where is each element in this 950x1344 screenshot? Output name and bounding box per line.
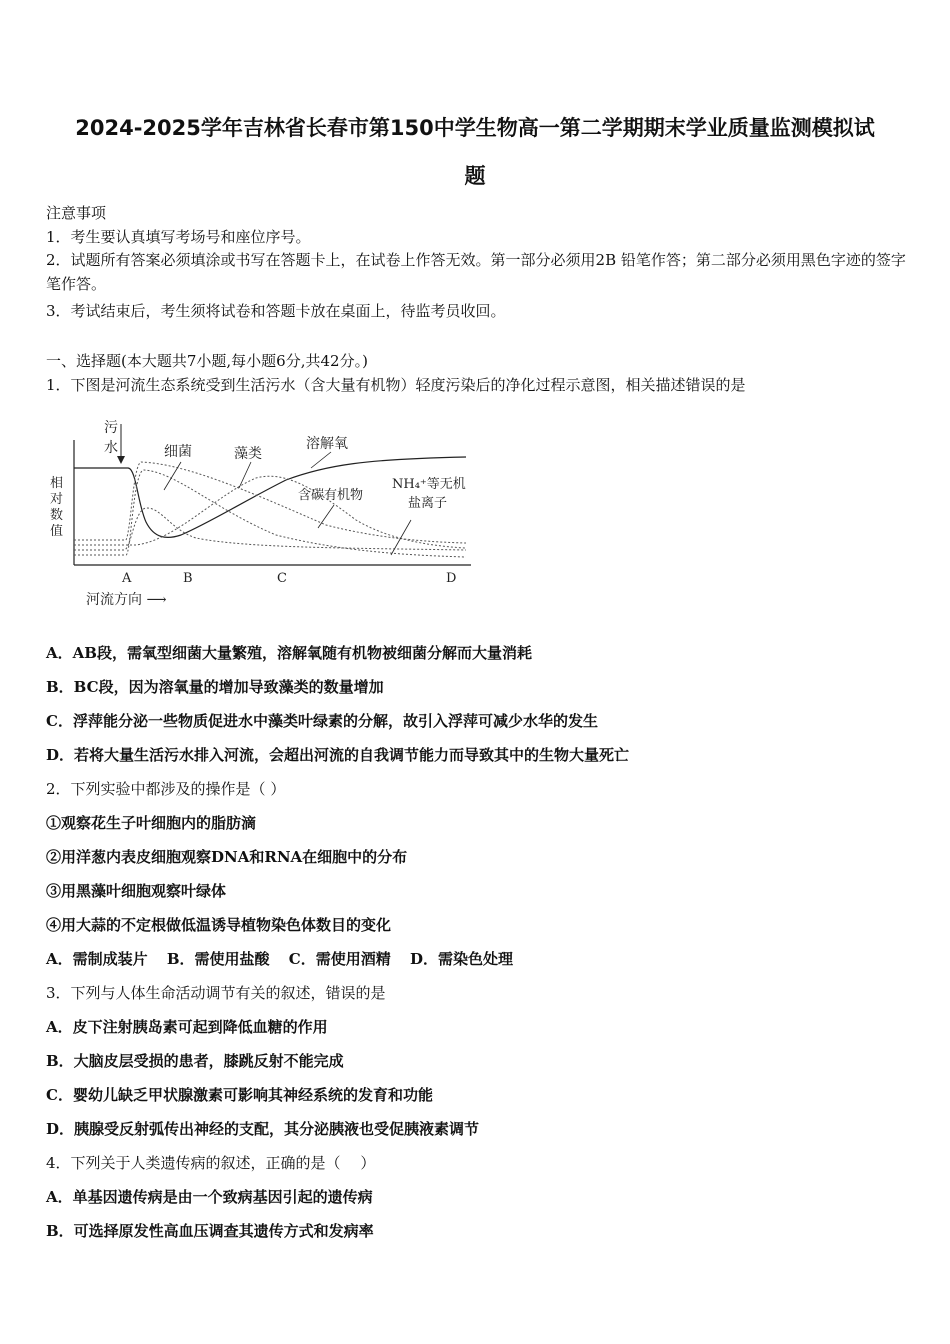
- tick-a: A: [122, 571, 132, 586]
- section-heading: 一、选择题(本大题共7小题,每小题6分,共42分。): [46, 352, 368, 370]
- carbon-organic-label: 含碳有机物: [298, 488, 364, 503]
- page-title-line-1: 2024-2025学年吉林省长春市第150中学生物高一第二学期期末学业质量监测模拟试: [75, 116, 875, 140]
- y-label-2: 对: [50, 492, 64, 507]
- notice-item-3: 3．考试结束后，考生须将试卷和答题卡放在桌面上，待监考员收回。: [46, 302, 506, 320]
- question-3-option-d: D．胰腺受反射弧传出神经的支配，其分泌胰液也受促胰液素调节: [46, 1120, 480, 1138]
- question-2-stem: 2．下列实验中都涉及的操作是（ ）: [46, 780, 286, 798]
- notice-item-2: 2．试题所有答案必须填涂或书写在答题卡上，在试卷上作答无效。第一部分必须用2B 铅笔作答；第二部分必须用黑色字迹的签字笔作答。: [46, 251, 906, 293]
- question-2-item-1: ①观察花生子叶细胞内的脂肪滴: [46, 814, 257, 832]
- question-4-stem: 4．下列关于人类遗传病的叙述，正确的是（ ）: [46, 1154, 376, 1172]
- pollutant-label-2: 水: [104, 440, 118, 456]
- question-2-option-d: D．需染色处理: [409, 950, 513, 968]
- question-3-option-c: C．婴幼儿缺乏甲状腺激素可影响其神经系统的发育和功能: [46, 1086, 433, 1104]
- bacteria-label: 细菌: [164, 444, 192, 460]
- oxygen-label: 溶解氧: [306, 436, 348, 452]
- notice-heading: 注意事项: [46, 204, 107, 222]
- question-3-stem: 3．下列与人体生命活动调节有关的叙述，错误的是: [46, 984, 386, 1002]
- question-2-option-a: A．需制成装片: [46, 950, 148, 968]
- question-2-option-c: C．需使用酒精: [288, 950, 391, 968]
- question-3-option-a: A．皮下注射胰岛素可起到降低血糖的作用: [46, 1018, 328, 1036]
- question-2-options: [46, 948, 513, 969]
- notice-item-1: 1．考生要认真填写考场号和座位序号。: [46, 228, 311, 246]
- tick-b: B: [183, 571, 193, 586]
- river-purification-figure: [46, 410, 486, 615]
- tick-c: C: [277, 571, 287, 586]
- question-3-option-b: B．大脑皮层受损的患者，膝跳反射不能完成: [46, 1052, 344, 1070]
- question-2-item-4: ④用大蒜的不定根做低温诱导植物染色体数目的变化: [46, 916, 392, 934]
- question-1-option-b: B．BC段，因为溶氧量的增加导致藻类的数量增加: [46, 678, 384, 696]
- algae-label: 藻类: [234, 446, 262, 462]
- question-1-option-a: A．AB段，需氧型细菌大量繁殖，溶解氧随有机物被细菌分解而大量消耗: [46, 644, 532, 662]
- question-2-item-3: ③用黑藻叶细胞观察叶绿体: [46, 882, 227, 900]
- y-label-3: 数: [50, 508, 64, 523]
- x-axis-label: 河流方向 ⟶: [86, 592, 167, 608]
- question-2-item-2: ②用洋葱内表皮细胞观察DNA和RNA在细胞中的分布: [46, 848, 408, 866]
- page-title-line-2: 题: [464, 164, 486, 188]
- tick-d: D: [446, 571, 457, 586]
- pollutant-label-1: 污: [104, 420, 118, 436]
- question-4-option-a: A．单基因遗传病是由一个致病基因引起的遗传病: [46, 1188, 373, 1206]
- question-1-option-c: C．浮萍能分泌一些物质促进水中藻类叶绿素的分解，故引入浮萍可减少水华的发生: [46, 712, 598, 730]
- y-label-1: 相: [50, 476, 64, 491]
- question-2-option-b: B．需使用盐酸: [166, 950, 270, 968]
- salt-label: 盐离子: [408, 496, 448, 511]
- y-label-4: 值: [50, 524, 64, 539]
- nh4-label: NH₄⁺等无机: [392, 477, 466, 492]
- question-1-option-d: D．若将大量生活污水排入河流，会超出河流的自我调节能力而导致其中的生物大量死亡: [46, 746, 630, 764]
- question-1-stem: 1．下图是河流生态系统受到生活污水（含大量有机物）轻度污染后的净化过程示意图，相关描述错误的是: [46, 376, 746, 394]
- question-4-option-b: B．可选择原发性高血压调查其遗传方式和发病率: [46, 1222, 374, 1240]
